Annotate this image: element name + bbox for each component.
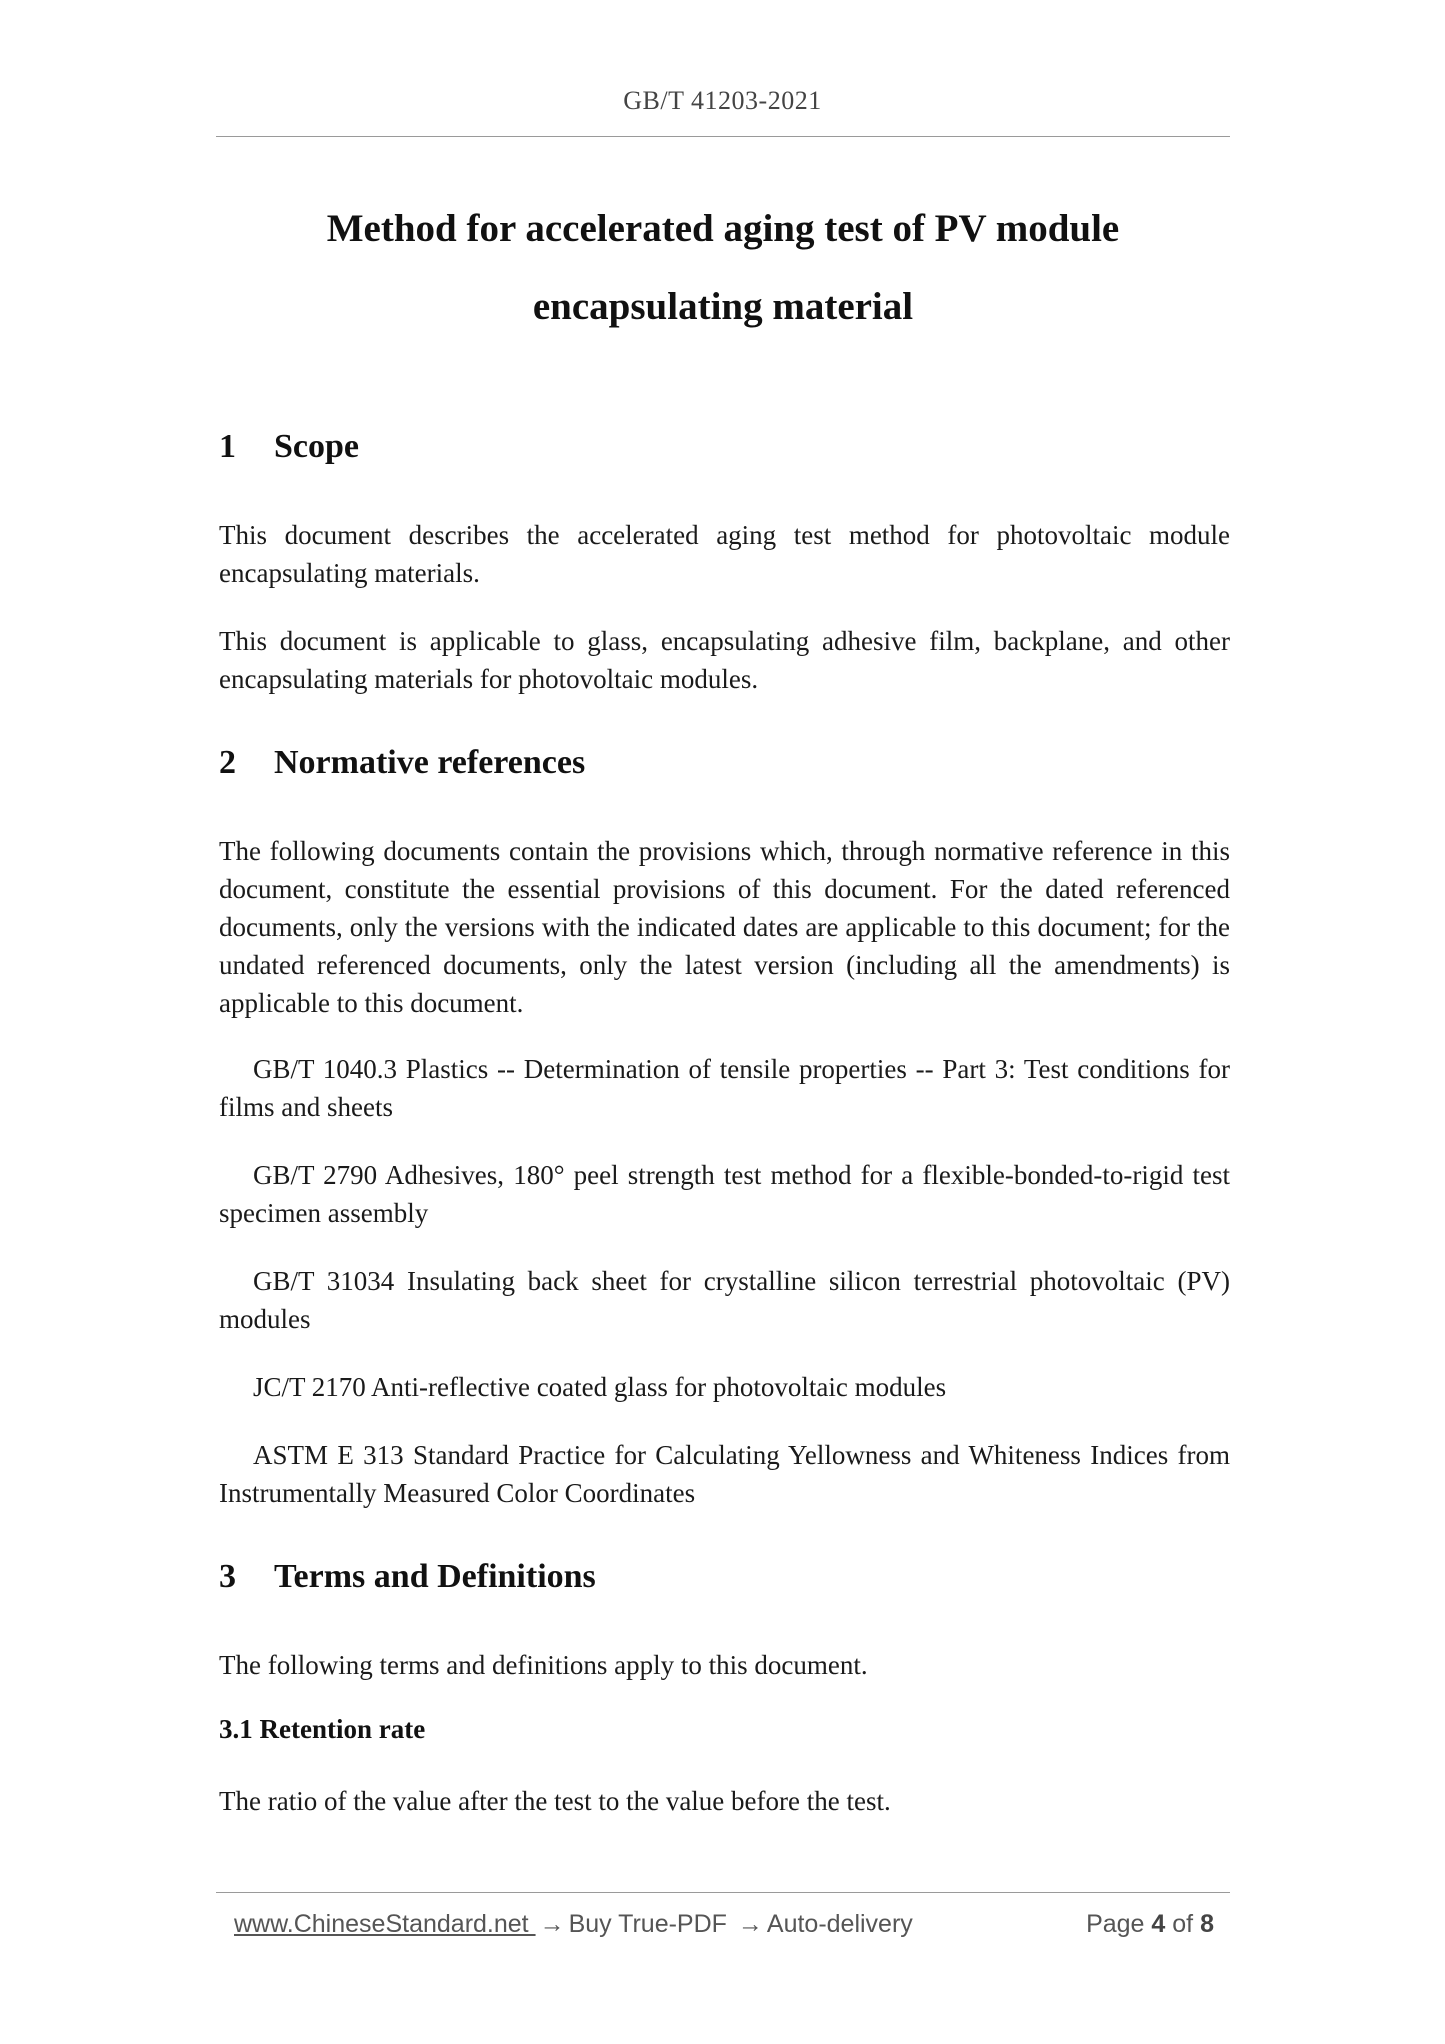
page-label: Page: [1086, 1910, 1145, 1938]
footer-divider: [216, 1892, 1230, 1893]
page-current: 4: [1151, 1910, 1166, 1938]
scope-paragraph-1: This document describes the accelerated aging test method for photovoltaic module encapsulating materials.: [219, 520, 1230, 588]
section-2-number: 2: [219, 744, 236, 781]
section-2-title: Normative references: [274, 744, 586, 781]
site-link[interactable]: www.ChineseStandard.net: [234, 1910, 536, 1938]
buy-pdf-text: Buy True-PDF: [568, 1910, 727, 1938]
reference-item-1: GB/T 1040.3 Plastics -- Determination of tensile properties -- Part 3: Test conditions for films and sheets: [219, 1054, 1230, 1122]
section-3-title: Terms and Definitions: [274, 1558, 596, 1595]
normative-intro-paragraph: The following documents contain the provisions which, through normative reference in this document, constitute the essential provisions of this document. For the dated referenced documents, only the versions with the indicated dates are applicable to this document; for the undated referenced documents, only the latest version (including all the amendments) is applicable to this document.: [219, 836, 1230, 1018]
section-3-number: 3: [219, 1558, 236, 1595]
page-number-indicator: [1086, 1910, 1214, 1939]
reference-item-3: GB/T 31034 Insulating back sheet for crystalline silicon terrestrial photovoltaic (PV) modules: [219, 1266, 1230, 1334]
arrow-right-icon: →: [539, 1910, 565, 1938]
auto-delivery-text: Auto-delivery: [766, 1910, 913, 1938]
section-1-heading: [219, 428, 359, 466]
terms-intro-paragraph: The following terms and definitions apply to this document.: [219, 1650, 868, 1680]
page-of-label: of: [1172, 1910, 1194, 1938]
running-header: GB/T 41203-2021: [623, 86, 822, 115]
subsection-3-1-heading: 3.1 Retention rate: [219, 1714, 426, 1744]
arrow-right-icon: →: [737, 1910, 763, 1938]
page-total: 8: [1200, 1910, 1214, 1938]
header-divider: [216, 136, 1230, 137]
section-1-number: 1: [219, 428, 236, 465]
scope-paragraph-2: This document is applicable to glass, encapsulating adhesive film, backplane, and other encapsulating materials for photovoltaic modules.: [219, 626, 1230, 694]
section-2-heading: [219, 744, 585, 782]
reference-item-2: GB/T 2790 Adhesives, 180° peel strength test method for a flexible-bonded-to-rigid test specimen assembly: [219, 1160, 1230, 1228]
document-title: [216, 190, 1230, 346]
retention-rate-definition: The ratio of the value after the test to the value before the test.: [219, 1786, 891, 1816]
title-line-1: Method for accelerated aging test of PV module: [326, 207, 1120, 250]
page-footer: [234, 1910, 1214, 1939]
section-1-title: Scope: [274, 428, 359, 465]
section-3-heading: [219, 1558, 596, 1596]
reference-item-5: ASTM E 313 Standard Practice for Calculating Yellowness and Whiteness Indices from Instrumentally Measured Color Coordinates: [219, 1440, 1230, 1508]
reference-item-4: JC/T 2170 Anti-reflective coated glass for photovoltaic modules: [253, 1372, 947, 1402]
title-line-2: encapsulating material: [532, 285, 914, 328]
